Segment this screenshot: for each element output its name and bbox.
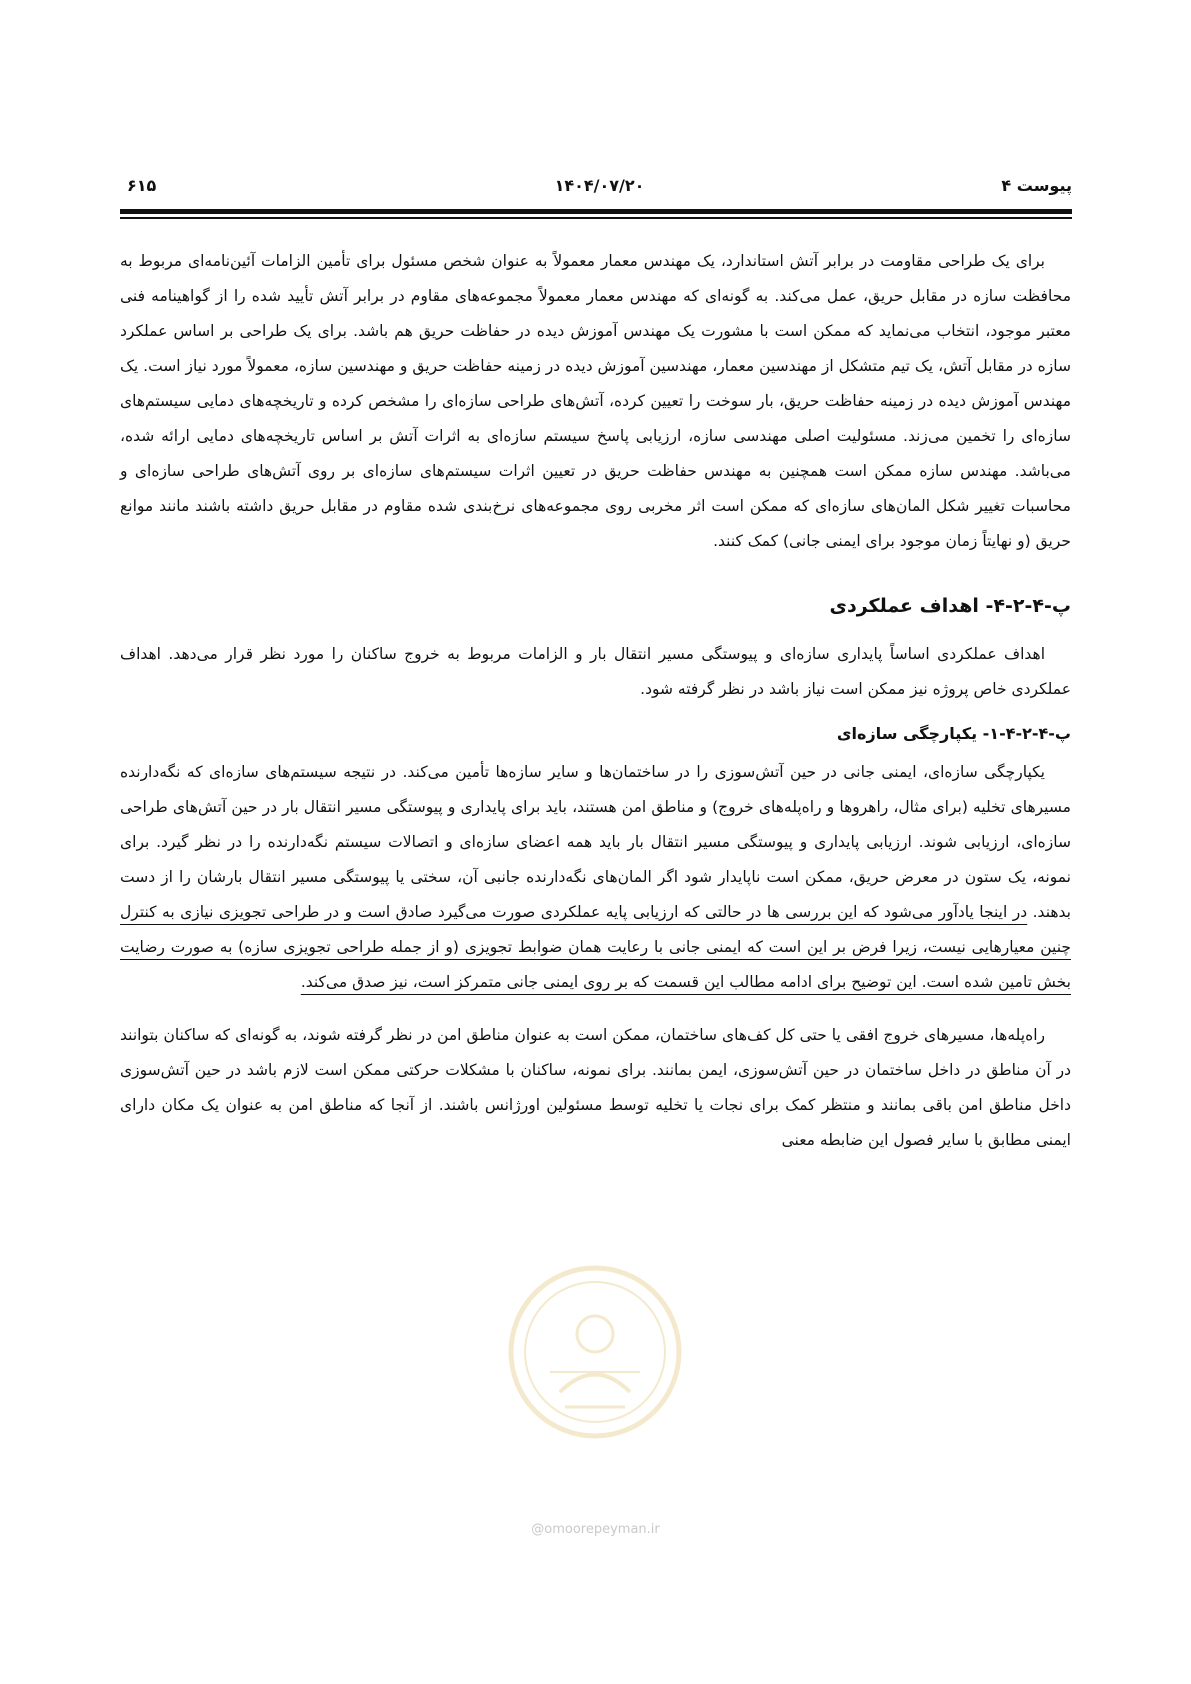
page-header: [127, 176, 1072, 206]
performance-goals-paragraph: اهداف عملکردی اساساً پایداری سازه‌ای و پیوستگی مسیر انتقال بار و الزامات مربوط به خروج ساکنان را مورد نظر قرار می‌دهد. اهداف عملکردی خاص پروژه نیز ممکن است نیاز باشد در نظر گرفته شود.: [120, 645, 1071, 698]
intro-paragraph: برای یک طراحی مقاومت در برابر آتش استاندارد، یک مهندس معمار معمولاً به عنوان شخص مسئول برای تأمین الزامات آئین‌نامه‌ای مربوط به محافظت سازه در مقابل حریق، عمل می‌کند. به گونه‌ای که مهندس معمار معمولاً مجموعه‌های مقاوم در برابر آتش تأیید شده را از گواهینامه فنی معتبر موجود، انتخاب می‌نماید که ممکن است با مشورت یک مهندس آموزش دیده در حفاظت حریق هم باشد. برای یک طراحی بر اساس عملکرد سازه در مقابل آتش، یک تیم متشکل از مهندسین معمار، مهندسین آموزش دیده در زمینه حفاظت حریق و مهندسین سازه، معمولاً مورد نیاز است. یک مهندس آموزش دیده در زمینه حفاظت حریق، بار سوخت را تعیین کرده، آتش‌های طراحی سازه‌ای را مشخص کرده و تاریخچه‌های دمایی سیستم‌های سازه‌ای را تخمین می‌زند. مسئولیت اصلی مهندسی سازه، ارزیابی پاسخ سیستم سازه‌ای به اثرات آتش بر اساس تاریخچه‌های دمایی ارائه شده، می‌باشد. مهندس سازه ممکن است همچنین به مهندس حفاظت حریق در تعیین اثرات سیستم‌های سازه‌ای بر روی آتش‌های طراحی سازه‌ای و محاسبات تغییر شکل المان‌های سازه‌ای که ممکن است اثر مخربی روی مجموعه‌های نرخ‌بندی شده مقاوم در مقابل حریق داشته باشند مانند موانع حریق (و نهایتاً زمان موجود برای ایمنی جانی) کمک کنند.: [120, 252, 1071, 550]
paragraph-gap: [120, 1000, 1071, 1018]
header-section-label: پیوست ۴: [1001, 176, 1072, 195]
structural-integrity-paragraph: [120, 755, 1071, 1000]
watermark-at-icon: @: [531, 1522, 545, 1537]
watermark-seal-icon: [505, 1262, 685, 1442]
page-body: [120, 244, 1071, 1158]
header-rule-thick: [120, 209, 1072, 214]
watermark-url-text: omoorepeyman.ir: [544, 1522, 660, 1537]
header-rule-thin: [120, 217, 1072, 219]
subsection-heading-structural-integrity: پ-۴-۲-۴-۱- یکپارچگی سازه‌ای: [836, 724, 1071, 743]
header-date: ۱۴۰۴/۰۷/۲۰: [554, 176, 645, 195]
section-heading-performance-goals: پ-۴-۲-۴- اهداف عملکردی: [829, 595, 1071, 617]
integrity-text: یکپارچگی سازه‌ای، ایمنی جانی در حین آتش‌سوزی را در ساختمان‌ها و سایر سازه‌ها تأمین می‌کند. در نتیجه سیستم‌های سازه‌ای که نگه‌دارنده مسیرهای تخلیه (برای مثال، راهروها و راه‌پله‌های خروج) و مناطق امن هستند، باید برای پایداری و پیوستگی مسیر انتقال بار در حین آتش‌های طراحی سازه‌ای، ارزیابی شوند. ارزیابی پایداری و پیوستگی مسیر انتقال بار باید همه اعضای سازه‌ای و اتصالات سیستم نگه‌دارنده را در نظر گیرد. برای نمونه، یک ستون در معرض حریق، ممکن است ناپایدار شود اگر المان‌های نگه‌دارنده جانبی آن، سختی یا پیوستگی مسیر انتقال بارشان را از دست بدهند.: [120, 763, 1071, 921]
watermark-url: [0, 1522, 1191, 1537]
header-page-number: ۶۱۵: [127, 176, 157, 195]
safe-areas-paragraph: راه‌پله‌ها، مسیرهای خروج افقی یا حتی کل کف‌های ساختمان، ممکن است به عنوان مناطق امن در نظر گرفته شوند، به گونه‌ای که ساکنان بتوانند در آن مناطق در داخل ساختمان در حین آتش‌سوزی، ایمن بمانند. برای نمونه، ساکنان با مشکلات حرکتی ممکن است لازم باشد در حین آتش‌سوزی داخل مناطق امن باقی بمانند و منتظر کمک برای نجات یا تخلیه توسط مسئولین اورژانس باشند. از آنجا که مناطق امن به عنوان یک مکان دارای ایمنی مطابق با سایر فصول این ضابطه معنی: [120, 1026, 1071, 1149]
integrity-underlined-note: در اینجا یادآور می‌شود که این بررسی ها در حالتی که ارزیابی پایه عملکردی صورت می‌گیرد صادق است و در طراحی تجویزی نیازی به کنترل چنین معیارهایی نیست، زیرا فرض بر این است که ایمنی جانی با رعایت همان ضوابط تجویزی (و از جمله طراحی تجویزی سازه) به صورت رضایت بخش تامین شده است. این توضیح برای ادامه مطالب این قسمت که بر روی ایمنی جانی متمرکز است، نیز صدق می‌کند.: [120, 903, 1071, 991]
